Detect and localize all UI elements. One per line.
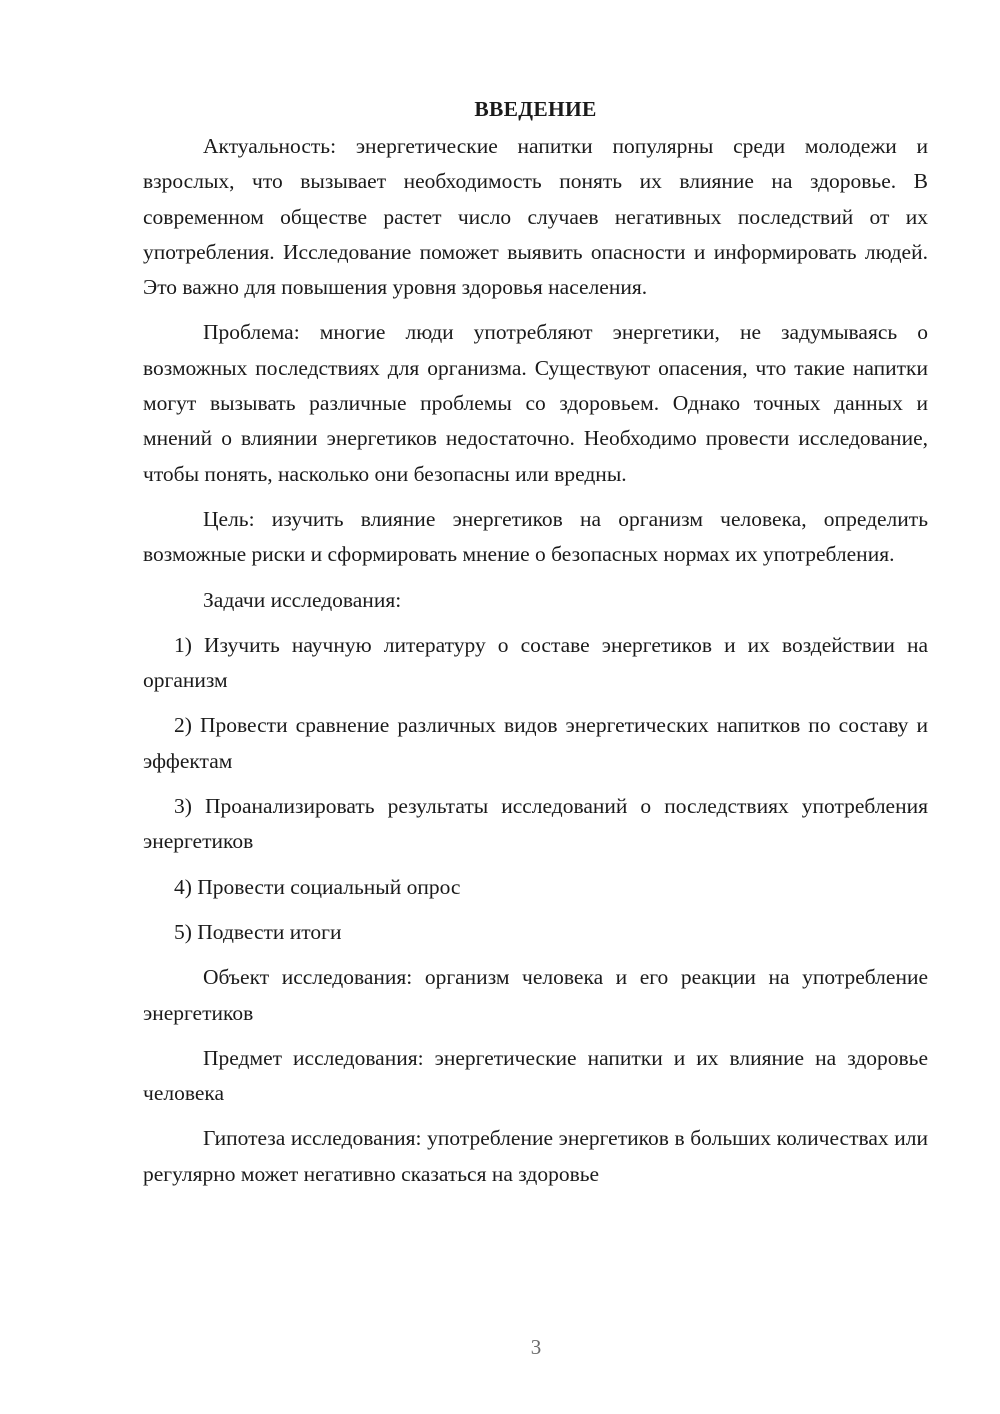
task-item: 3) Проанализировать результаты исследований о последствиях употребления энергетиков — [143, 794, 928, 854]
paragraph-object: Объект исследования: организм человека и его реакции на употребление энергетиков — [143, 965, 928, 1025]
paragraph-problem: Проблема: многие люди употребляют энергетики, не задумываясь о возможных последствиях для организма. Существуют опасения, что такие напитки могут вызывать различные проблемы со здоровьем. Однако точных данных и мнений о влиянии энергетиков недостаточно. Необходимо провести исследование, чтобы понять, насколько они безопасны или вредны. — [143, 320, 928, 486]
task-item: 1) Изучить научную литературу о составе энергетиков и их воздействии на организм — [143, 632, 928, 693]
page-content — [143, 92, 928, 1202]
section-heading: ВВЕДЕНИЕ — [474, 97, 597, 121]
page-number: 3 — [530, 1335, 542, 1359]
paragraph-goal: Цель: изучить влияние энергетиков на организм человека, определить возможные риски и сформировать мнение о безопасных нормах их употребления. — [143, 506, 928, 567]
paragraph-subject: Предмет исследования: энергетические напитки и их влияние на здоровье человека — [143, 1045, 928, 1106]
paragraph-tasks-intro: Задачи исследования: — [203, 587, 402, 612]
paragraph-relevance: Актуальность: энергетические напитки популярны среди молодежи и взрослых, что вызывает необходимость понять их влияние на здоровье. В современном обществе растет число случаев негативных последствий от их употребления. Исследование поможет выявить опасности и информировать людей. Это важно для повышения уровня здоровья населения. — [143, 134, 928, 300]
task-item: 5) Подвести итоги — [174, 919, 342, 944]
task-item: 4) Провести социальный опрос — [174, 874, 461, 899]
task-item: 2) Провести сравнение различных видов энергетических напитков по составу и эффектам — [143, 713, 928, 773]
paragraph-hypothesis: Гипотеза исследования: употребление энергетиков в больших количествах или регулярно может негативно сказаться на здоровье — [143, 1126, 928, 1186]
